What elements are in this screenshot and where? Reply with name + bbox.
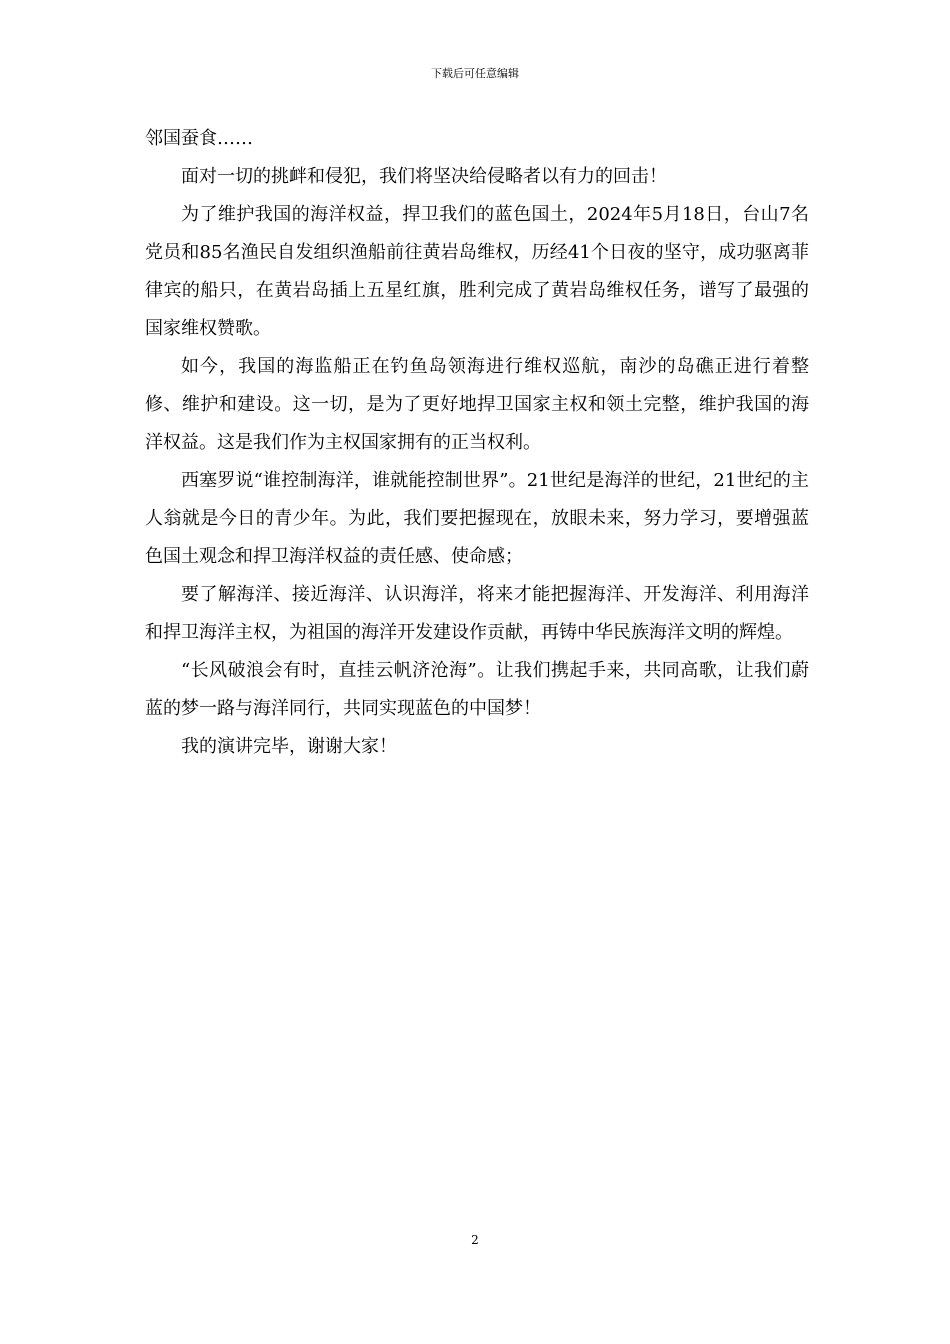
paragraph: 如今，我国的海监船正在钓鱼岛领海进行维权巡航，南沙的岛礁正进行着整修、维护和建设。这一切，是为了更好地捍卫国家主权和领土完整，维护我国的海洋权益。这是我们作为主权国家拥有的正当权利。 bbox=[145, 356, 809, 453]
paragraph-continuation: 邻国蚕食…… bbox=[145, 128, 253, 149]
paragraph: 西塞罗说“谁控制海洋，谁就能控制世界”。21世纪是海洋的世纪，21世纪的主人翁就是今日的青少年。为此，我们要把握现在，放眼未来，努力学习，要增强蓝色国土观念和捍卫海洋权益的责任感、使命感； bbox=[145, 470, 809, 567]
page-header: 下载后可任意编辑 bbox=[431, 67, 519, 80]
paragraph: 面对一切的挑衅和侵犯，我们将坚决给侵略者以有力的回击！ bbox=[181, 166, 667, 187]
paragraph-closing: 我的演讲完毕，谢谢大家！ bbox=[181, 736, 397, 757]
paragraph: 要了解海洋、接近海洋、认识海洋，将来才能把握海洋、开发海洋、利用海洋和捍卫海洋主权，为祖国的海洋开发建设作贡献，再铸中华民族海洋文明的辉煌。 bbox=[145, 584, 809, 643]
paragraph: “长风破浪会有时，直挂云帆济沧海”。让我们携起手来，共同高歌，让我们蔚蓝的梦一路与海洋同行，共同实现蓝色的中国梦！ bbox=[145, 660, 809, 719]
paragraph: 为了维护我国的海洋权益，捍卫我们的蓝色国土，2024年5月18日，台山7名党员和85名渔民自发组织渔船前往黄岩岛维权，历经41个日夜的坚守，成功驱离菲律宾的船只，在黄岩岛插上五星红旗，胜利完成了黄岩岛维权任务，谱写了最强的国家维权赞歌。 bbox=[145, 204, 809, 339]
document-body bbox=[145, 120, 809, 766]
page-number: 2 bbox=[471, 1233, 479, 1247]
